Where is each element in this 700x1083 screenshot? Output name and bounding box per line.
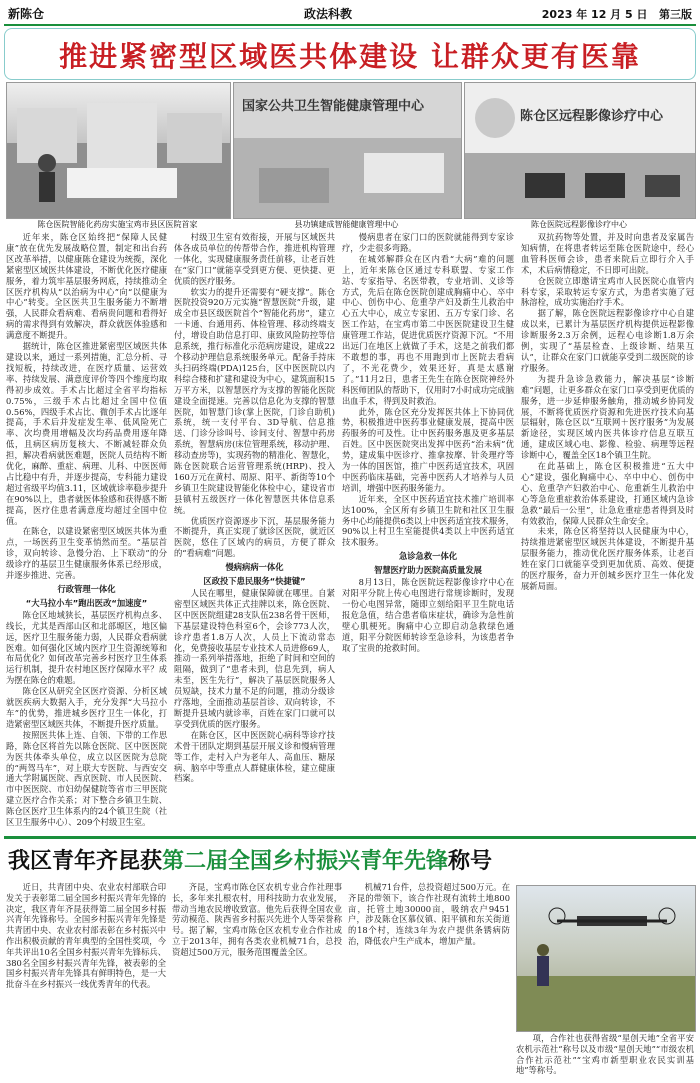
- photo-agri-drone: [516, 885, 696, 1032]
- photo-caption-1: 陈仓医院智能化药房实施宝鸡市县区医院首家: [37, 220, 198, 229]
- bottom-column-1: 近日，共青团中央、农业农村部联合印发关于表彰第二届全国乡村振兴青年先锋的决定，我区青年齐昆获得第二届全国乡村振兴青年先锋称号。全国乡村振兴青年先锋是共青团中央、农业农村部表彰在乡村振兴中作出积极贡献的青年典型的全国性奖项，今年共评出10名全国乡村振兴青年先锋标兵、380名全国乡村振兴青年先锋，被表彰的全国乡村振兴青年先锋具有鲜明特色，是一大批奋斗在乡村振兴一线优秀青年的代表。: [6, 882, 166, 990]
- section-divider: [4, 836, 696, 839]
- paragraph: 软实力的提升还需要有“硬支撑”。陈仓医院投资920万元实施“智慧医院”升级，建成全市县区级医院首个“智能化药房”，建立一卡通、台通用药、体检管理、移动终端支付，增设自助信息打印、康致风险防控等信息系统，推行标准化示范病房建设，建成22个移动护理信息系统服务单元。配备手持床头扫码终端(PDA)125台，区中医医院以内科综合楼和扩建和建设为中心，建筑面积15万平方米，以智慧医疗为支撑的智能化医院建设全面提速。完善以信息化为支撑的智慧医院，如智慧门诊(掌上医院，门诊自助机)系统，统一支付平台、3D导航、信息推送、门诊分诊叫号、诊间支付、智慧中药房系统，智慧病房(床位管理系统，移动护理、移动查房等)，实现药物的精准化、智慧化，陈仓医院联合运营管理系统(HRP)、投入160万元在黄村、周原、阳平、新街等10个乡镇卫生院建设智能化体检中心，建设省市县镇村五级医疗一体化智慧医共体信息系统。: [174, 286, 335, 515]
- issue-date: 2023 年 12 月 5 日 第三版: [541, 8, 692, 21]
- bottom-column-3: 机械71台件，总投资超过500万元。在齐昆的带领下，该合作社现有流转土地800亩，托管土地30000亩，吸纳农户9451户，涉及陈仓区慕仪镇、阳平镇和东关街道的18个村，连续3年为农户提供条锈病防治，降低农户生产成本，增加产量。: [348, 882, 510, 946]
- paragraph: 在陈仓，以建设紧密型区域医共体为重点，一场医药卫生变革悄然而至。“基层首诊，双向转诊、急慢分治、上下联动”的分级诊疗的基层卫生健康服务体系已经形成，并逐步推进、完善。: [6, 526, 167, 581]
- paragraph: 8月13日，陈仓医院远程影像诊疗中心在对阳平分院上传心电图进行常规诊断时，发现一份心电图异常，随即立刻给阳平卫生院电话报危急值，结合患者临床症状，确诊为急性前壁心肌梗死。胸痛中心立即启动急救绿色通道，阳平分院医师转诊至急诊科，为该患者争取了宝贵的抢救时间。: [342, 577, 514, 653]
- paragraph: 陈仓区从研究全区医疗资源、分析区域就医疾病大数据入手，充分发挥“大马拉小车”的优势，推进城乡医疗卫生一体化，打造紧密型区域医共体，不断提升医疗质量。: [6, 686, 167, 729]
- paragraph: 据了解，陈仓医院远程影像诊疗中心自建成以来，已累计为基层医疗机构提供远程影像诊断服务2.3万余例，远程心电诊断1.8万余例，实现了“基层检查、上级诊断、结果互认”，让群众在家门口就能享受到二级医院的诊疗服务。: [521, 308, 694, 373]
- paragraph: 据统计，陈仓区推进紧密型区域医共体建设以来，通过一系列措施，汇总分析、寻找短板，持续改进，在医疗质量、运营效率、持续发展、满意度评价等四个维度均取得初步成效。手术占比超过全省平均指标0.75%，三级手术占比超过全国中位值0.56%，四级手术占比、微创手术占比逐年提高，手术后并发症发生率、低风险死亡率、次均费用增幅及次均药品费用逐年降低，且病区病历复核大、不断减轻群众负担，解决看病就医难题，医院人员结构不断优化，麻醉、重症、病理、儿科、中医医师占比稳中有升，并逐步提高，专科能力建设超过省级平均值3.11，区域就诊率稳步提升在90%以上，患者就医体验感和获得感不断提高，医疗住患者满意度均超过全国中位值。: [6, 341, 167, 526]
- paragraph: 未来，陈仓区将坚持以人民健康为中心，持续推进紧密型区域医共体建设，不断提升基层服务能力，推动优化医疗服务体系，让老百姓在家门口就能享受到更加优质、高效、便捷的医疗服务，奋力开创城乡医疗卫生一体化发展新局面。: [521, 526, 694, 591]
- paragraph: 在此基础上，陈仓区积极推进“五大中心”建设，强化胸痛中心、卒中中心、创伤中心、危重孕产妇救治中心、危重新生儿救治中心等急危重症救治体系建设，打通区域内急诊急救“最后一公里”，让急危重症患者得到及时有效救治，保障人民群众生命安全。: [521, 461, 694, 526]
- paragraph: 近年来，陈仓区始终把“保障人民健康”放在优先发展战略位置，制定和出台药区改革举措，以健康陈仓建设为统揽，深化紧密型区域医共体建设，不断优化医疗健康服务，着力筑牢基层服务网底，持续推动全区医疗机构从“以治病为中心”向“以健康为中心”转变。全区医共卫生服务能力不断增强，人民群众看病难、看病贵问题和看得好病的需求得到有效解决，群众就医体验感和满意度不断提升。: [6, 232, 167, 341]
- subheading: 行政管理一体化: [57, 584, 116, 594]
- paragraph: 优质医疗资源逐步下沉，基层服务能力不断提升，真正实现了就诊区医院，就近区医院，悠住了区域内的病员，方便了群众的“看病难”问题。: [174, 515, 335, 559]
- paragraph: 按照医共体上连、自领、下带的工作思路，陈仓区将首先以陈仓医院、区中医医院为医共体牵头单位，成立以区医院为总院的“两驾马车”，对上联大专医院、与西安交通大学附属医院、西京医院、市人民医院、市中医医院、市妇幼保健院等省市三甲医院建立医疗合作关系；对下整合乡镇卫生院、陈仓区医疗卫生体系内的24个镇卫生院（社区卫生服务中心）、209个村级卫生室。: [6, 729, 167, 828]
- article-column-2: [174, 232, 335, 832]
- paragraph: 慢病患者在家门口的医院就能得到专家诊疗，少走很多弯路。: [342, 232, 514, 253]
- subheading: “大马拉小车”跑出医改“加速度”: [25, 597, 148, 608]
- news-banner: [4, 842, 696, 880]
- imaging-sign: 陈仓区远程影像诊疗中心: [520, 109, 664, 124]
- photo-remote-imaging: [464, 82, 696, 219]
- bottom-column-4: 项，合作社也获得省级“星创天地”全省平安农机示范社“称号以及市级“星创天地”“市级农机合作社示范社”“宝鸡市新型职业农民实训基地”等称号。: [516, 1033, 694, 1076]
- subheading: 智慧医疗助力医院高质量发展: [374, 565, 482, 576]
- subheading: 慢病病病一体化: [225, 562, 284, 573]
- center-sign: 国家公共卫生智能健康管理中心: [242, 99, 425, 114]
- bottom-column-2: 齐昆，宝鸡市陈仓区农机专业合作社理事长，多年来扎根农村，用科技助力农业发展，带动当地农民增收致富。他先后获得全国农业劳动模范、陕西省乡村振兴先进个人等荣誉称号。据了解，宝鸡市陈仓区农机专业合作社成立于2013年，拥有各类农业机械71台，总投资超过500万元，服务范围覆盖全区。: [172, 882, 342, 957]
- banner-title: 我区青年齐昆获第二届全国乡村振兴青年先锋称号: [8, 849, 493, 874]
- paragraph: 此外，陈仓区充分发挥医共体上下协同优势，积极推进中医药事业健康发展，提高中医药服务的可及性。让中医药服务惠及更多基层百姓。区中医医院突出发挥中医药“治未病”优势，建成集中医诊疗、推拿按摩、针灸理疗等为一体的国医馆，推广中医药适宜技术，巩固中医药临床基础，完善中医药人才培养与人员培训，增强中医药服务能力。: [342, 406, 514, 493]
- headline-box: [4, 28, 696, 80]
- photo-caption-3: 陈仓医院远程影像诊疗中心: [531, 220, 627, 229]
- section-name: 政法科教: [304, 7, 353, 21]
- paragraph: 在陈仓区，区中医医院心病科等诊疗技术骨干团队定期到基层开展义诊和慢病管理等工作，走村入户为老年人、高血压、糖尿病、脑卒中等重点人群健康体检，建立健康档案。: [174, 729, 335, 784]
- headline: 推进紧密型区域医共体建设 让群众更有医靠: [59, 40, 641, 73]
- photo-health-center: [233, 82, 462, 219]
- paragraph: 仓医院立即邀请宝鸡市人民医院心血管内科专家，采取转运专家方式，为患者实施了冠脉溶栓，成功实施治疗手术。: [521, 275, 694, 308]
- photo-smart-pharmacy: [6, 82, 231, 219]
- subheading: 急诊急救一体化: [398, 551, 458, 562]
- paragraph: 在城郊解群众在区内看“大病”难的问题上，近年来陈仓区通过专科联盟、专家工作站、专家指导、名医带教，专业培训、义诊等方式，先后在陈仓医院创建成胸痛中心、卒中中心、创伤中心、危重孕产妇及新生儿救治中心五大中心，成立专家团、五万专家门诊、名医工作站，在宝鸡市第二中医医院建设卫生健康管理工作站，促进优质医疗资源下沉。“不用出远门在地区上就做了手术，这是之前我们都不敢想的事，再也不用跑到市上医院去看病了，不光花费少，效果还好，真是太感谢了。”11月2日，患者王先生在陈仓医院神经外科医师团队的帮助下，仅用时7小时成功完成脑出血手术，得到及时救治。: [342, 253, 514, 406]
- paragraph: 人民在哪里，健康保障就在哪里。自紧密型区域医共体正式挂牌以来，陈仓医院、区中医医院组建28支队伍238名骨干医师，下基层建设特色科室6个，会诊773人次，诊疗患者1.8万人次，人员上下流动常态化，免费接收基层专业技术人员进修69人，推动一系列举措落地，拒绝了时间和空间的阻隔，做到了“患者未到，信息先到，病人未至，医生先行”，解决了基层医院服务人员短缺，技术力量不足的问题，推动分级诊疗落地，全面推动基层首诊、双向转诊，不断提升县域内就诊率，百姓在家门口就可以享受到优质的医疗服务。: [174, 588, 335, 729]
- article-column-1: [6, 232, 167, 832]
- article-column-4: [521, 232, 694, 832]
- paragraph: 陈仓区地域狭长，基层医疗机构点多、线长，尤其是西部山区和北部塬区，地区偏远，医疗卫生服务能力弱，人民群众看病就医难。如何强化区域内医疗卫生资源统筹和布局优化？如何改革完善乡村医疗卫生体系运行机制，提升农村地区医疗保障水平？成为摆在陈仓的难题。: [6, 609, 167, 686]
- subheading: 区政投下患民服务“快捷键”: [203, 576, 306, 587]
- photo-caption-2: 县功镇建成智能健康管理中心: [294, 220, 399, 229]
- newspaper-name: 新陈仓: [8, 7, 45, 21]
- paragraph: 为提升急诊急救能力，解决基层“诊断难”问题，让更多群众在家门口享受到更优质的服务，进一步延伸服务触角，推动城乡协同发展，不断将优质医疗资源和先进医疗技术向基层辐射，陈仓区以“互联网＋医疗服务”为发展新途径，实现区域内医共体诊疗信息互联互通，建成区域心电、影像、检验、病理等远程诊断中心，覆盖全区18个镇卫生院。: [521, 373, 694, 461]
- paragraph: 近年来，全区中医药适宜技术推广培训率达100%，全区所有乡镇卫生院和社区卫生服务中心均能提供6类以上中医药适宜技术服务，90%以上村卫生室能提供4类以上中医药适宜技术服务。: [342, 493, 514, 548]
- article-column-3: [342, 232, 514, 832]
- paragraph: 双抗药物等处置，并及时向患者及家属告知病情，在将患者转运至陈仓医院途中，经心血管科医师会诊，患者来院后立即行介入手术，术后病情稳定，不日即可出院。: [521, 232, 694, 275]
- paragraph: 村级卫生室有效衔接，开展与区域医共体各成员单位的传帮带合作，推进机构管理一体化，实现健康服务责任前移，让老百姓在“家门口”就能享受到更方便、更快捷、更优质的医疗服务。: [174, 232, 335, 286]
